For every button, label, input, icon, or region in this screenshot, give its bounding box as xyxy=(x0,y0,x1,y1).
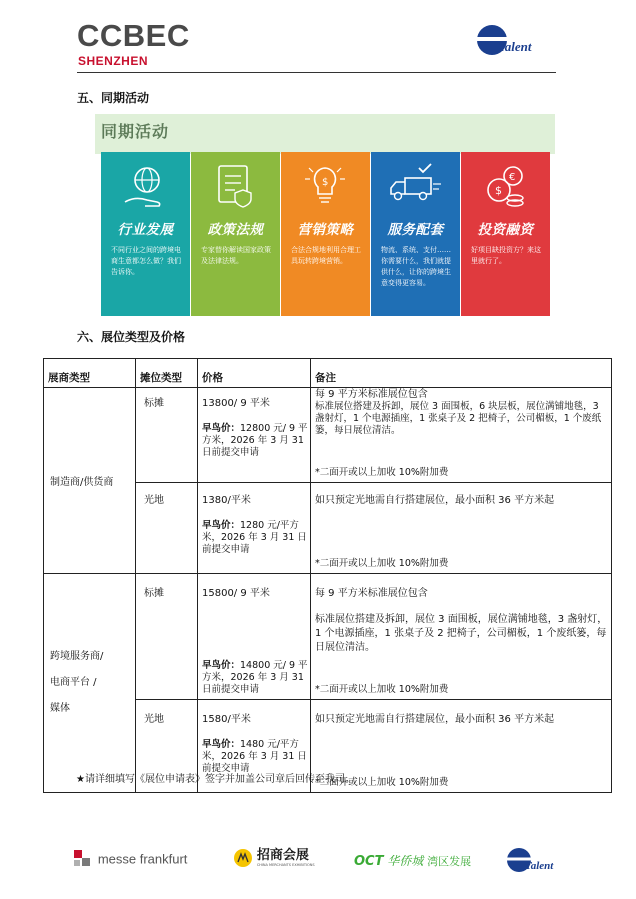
section-6-title: 六、展位类型及价格 xyxy=(77,330,186,344)
talent-footer-logo xyxy=(505,845,575,879)
price: 1380/平米 xyxy=(202,495,251,506)
section-5-title: 五、同期活动 xyxy=(77,91,150,105)
card-title: 服务配套 xyxy=(387,222,444,238)
note-main: 每 9 平方米标准展位包含 xyxy=(315,389,428,400)
card-title: 政策法规 xyxy=(207,222,264,238)
china-merchants-text: 招商会展 xyxy=(256,847,309,863)
note-surcharge: *二面开或以上加收 10%附加费 xyxy=(315,684,449,695)
notes-cell xyxy=(311,700,612,793)
price: 13800/ 9 平米 xyxy=(202,398,270,409)
exhibitor-type-line: 跨境服务商/ xyxy=(50,651,104,662)
card-marketing xyxy=(281,152,370,316)
application-footnote: ★请详细填写《展位申请表》签字并加盖公司章后回传至我司。 xyxy=(76,774,355,785)
header-exhibitor-type: 展商类型 xyxy=(44,359,136,388)
coins-icon xyxy=(461,158,550,216)
card-policy xyxy=(191,152,280,316)
china-merchants-subtext: CHINA MERCHANTS EXHIBITIONS xyxy=(256,862,315,867)
note-surcharge: *二面开或以上加收 10%附加费 xyxy=(315,467,449,478)
note-main: 如只预定光地需自行搭建展位，最小面积 36 平方米起 xyxy=(315,495,555,506)
booth-type-cell xyxy=(136,483,198,574)
early-bird-price: 早鸟价：14800 元/ 9 平方米，2026 年 3 月 31 日前提交申请 xyxy=(202,660,308,695)
early-bird-price: 早鸟价：1480 元/平方米，2026 年 3 月 31 日前提交申请 xyxy=(202,739,307,774)
oct-logo xyxy=(354,852,471,869)
note-detail: 标准展位搭建及拆卸，展位 3 面围板，6 块层板，展位满铺地毯，3 盏射灯，1 个电源插座，1 张桌子及 2 把椅子，公司楣板，1 个废纸篓，每日展位清洁。 xyxy=(315,401,602,436)
table-header-row xyxy=(44,359,612,388)
oct-bay-text: 湾区发展 xyxy=(427,855,472,868)
globe-hand-icon xyxy=(101,158,190,216)
ccbec-logo: CCBEC xyxy=(77,18,190,53)
booth-type-cell xyxy=(136,388,198,483)
early-bird-price: 早鸟价：12800 元/ 9 平方米，2026 年 3 月 31 日前提交申请 xyxy=(202,423,308,458)
card-desc: 专家替你解读国家政策及法律法规。 xyxy=(201,246,271,265)
price: 15800/ 9 平米 xyxy=(202,588,270,599)
price-cell xyxy=(198,574,311,700)
talent-logo xyxy=(474,22,558,62)
banner-title: 同期活动 xyxy=(101,122,170,141)
exhibitor-type-cell xyxy=(44,388,136,574)
svg-text:$: $ xyxy=(495,184,502,197)
delivery-truck-icon xyxy=(371,158,460,216)
talent-logo-text: Talent xyxy=(498,39,532,54)
booth-type: 标摊 xyxy=(144,588,164,599)
policy-document-icon xyxy=(191,158,280,216)
card-industry xyxy=(101,152,190,316)
svg-text:$: $ xyxy=(322,177,329,188)
messe-frankfurt-logo xyxy=(72,848,187,870)
header-notes: 备注 xyxy=(311,359,612,388)
card-title: 营销策略 xyxy=(297,222,354,238)
booth-price-table xyxy=(43,358,612,793)
notes-cell xyxy=(311,388,612,483)
card-desc: 物流、系统、支付……你需要什么，我们就提供什么，让你的跨境生意变得更容易。 xyxy=(381,246,451,287)
price: 1580/平米 xyxy=(202,714,251,725)
booth-type: 光地 xyxy=(144,495,164,506)
oct-text: OCT xyxy=(354,854,384,869)
note-surcharge: *二面开或以上加收 10%附加费 xyxy=(315,558,449,569)
card-investment xyxy=(461,152,550,316)
booth-type-cell xyxy=(136,574,198,700)
table-row xyxy=(44,574,612,700)
note-surcharge: *二面开或以上加收 10%附加费 xyxy=(315,777,449,788)
china-merchants-logo xyxy=(233,848,315,868)
messe-frankfurt-text: messe frankfurt xyxy=(97,851,188,867)
early-bird-price: 早鸟价：1280 元/平方米，2026 年 3 月 31 日前提交申请 xyxy=(202,520,307,555)
talent-footer-text: Talent xyxy=(525,860,554,872)
note-detail: 标准展位搭建及拆卸，展位 3 面围板，展位满铺地毯，3 盏射灯，1 个电源插座，1 张桌子及 2 把椅子，公司楣板，1 个废纸篓，每日展位清洁。 xyxy=(315,614,608,653)
lightbulb-icon xyxy=(281,158,370,216)
exhibitor-type-line: 媒体 xyxy=(50,703,70,714)
exhibitor-type-cell xyxy=(44,574,136,793)
notes-cell xyxy=(311,483,612,574)
booth-type: 光地 xyxy=(144,714,164,725)
header-divider xyxy=(77,72,556,73)
card-desc: 不同行业之间的跨境电商生意都怎么做？我们告诉你。 xyxy=(111,246,181,276)
svg-text:€: € xyxy=(509,172,516,183)
exhibitor-type: 制造商/供货商 xyxy=(50,477,114,488)
shenzhen-label: SHENZHEN xyxy=(78,54,149,68)
events-banner xyxy=(95,114,555,318)
note-main: 如只预定光地需自行搭建展位，最小面积 36 平方米起 xyxy=(315,714,555,725)
booth-type: 标摊 xyxy=(144,398,164,409)
card-desc: 合法合规地利用合理工具玩转跨境营销。 xyxy=(291,246,361,265)
exhibitor-type-line: 电商平台 / xyxy=(50,677,97,688)
header-price: 价格 xyxy=(198,359,311,388)
card-title: 投资融资 xyxy=(477,222,534,238)
price-cell xyxy=(198,483,311,574)
header-booth-type: 摊位类型 xyxy=(136,359,198,388)
notes-cell xyxy=(311,574,612,700)
oct-brand-text: 华侨城 xyxy=(387,854,424,868)
price-cell xyxy=(198,388,311,483)
card-services xyxy=(371,152,460,316)
note-main: 每 9 平方米标准展位包含 xyxy=(315,588,428,599)
card-title: 行业发展 xyxy=(117,222,174,238)
table-row xyxy=(44,388,612,483)
card-desc: 好项目缺投资方？来这里就行了。 xyxy=(471,246,541,265)
